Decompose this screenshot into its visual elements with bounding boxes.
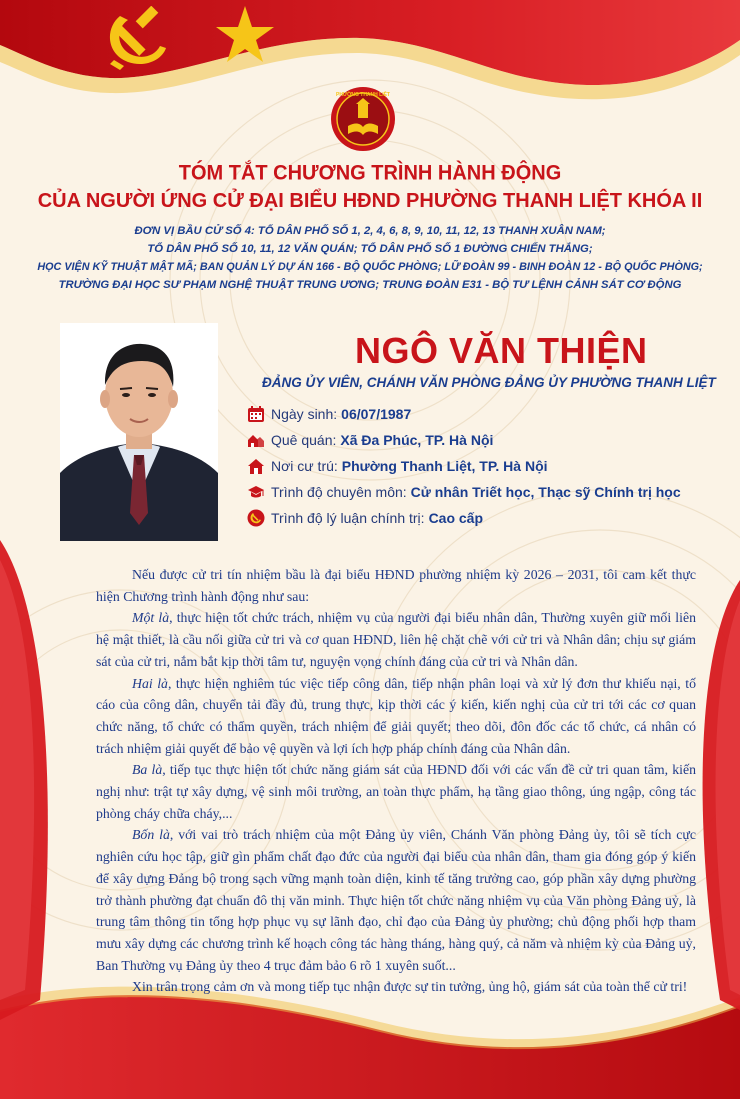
birthdate-label: Ngày sinh: (271, 406, 338, 422)
program-intro: Nếu được cử tri tín nhiệm bầu là đại biểu HĐND phường nhiệm kỳ 2026 – 2031, tôi cam kết thực hiện Chương trình hành động như sau: (96, 567, 696, 604)
hometown-icon (247, 431, 265, 449)
info-row-hometown (247, 429, 493, 451)
program-item-3-text: , tiếp tục thực hiện tốt chức năng giám sát của HĐND đối với các vấn đề cử tri quan tâm, kiến nghị như: trật tự xây dựng, vệ sinh môi trường, an toàn thực phẩm, hạ tầng giao thông, úng ngập, công tác phòng cháy chữa cháy,... (96, 762, 696, 821)
star-icon (214, 4, 276, 66)
program-item-3 (96, 759, 696, 824)
program-closing: Xin trân trọng cảm ơn và mong tiếp tục nhận được sự tin tưởng, ủng hộ, giám sát của toàn thể cử tri! (132, 979, 688, 995)
graduation-cap-icon (247, 483, 265, 501)
constituency-line-3: HỌC VIỆN KỸ THUẬT MẬT MÃ; BAN QUẢN LÝ DỰ ÁN 166 - BỘ QUỐC PHÒNG; LỮ ĐOÀN 99 - BINH ĐOÀN 12 - BỘ QUỐC PHÒNG; (37, 261, 703, 273)
program-item-3-lead: Ba là (132, 762, 163, 778)
program-item-4-text: , với vai trò trách nhiệm của một Đảng ủy viên, Chánh Văn phòng Đảng ủy, tôi sẽ tích cực nghiên cứu học tập, giữ gìn phẩm chất đạo đức của người đại biểu của nhân dân, tham gia đóng góp ý kiến để xây dựng Đảng bộ trong sạch vững mạnh toàn diện, kinh tế tăng trưởng cao, góp phần xây dựng phường trở thành phường đạt chuẩn đô thị văn minh. Thực hiện tốt chức năng nhiệm vụ của Văn phòng Đảng uỷ, là trung tâm thông tin tổng hợp phục vụ sự lãnh đạo, chỉ đạo của Đảng ủy phường; chủ động phối hợp tham mưu xây dựng các chương trình kế hoạch công tác hàng tháng, hàng quý, cả năm và nhiệm kỳ của Đảng uỷ, Ban Thường vụ Đảng ủy theo 4 trục đảm bảo 6 rõ 1 xuyên suốt... (96, 827, 697, 973)
hometown-value: Xã Đa Phúc, TP. Hà Nội (340, 432, 494, 448)
constituency-line-4: TRƯỜNG ĐẠI HỌC SƯ PHẠM NGHỆ THUẬT TRUNG ƯƠNG; TRUNG ĐOÀN E31 - BỘ TƯ LỆNH CẢNH SÁT CƠ ĐỘNG (58, 279, 682, 291)
info-row-residence (247, 455, 548, 477)
logo-text: PHƯỜNG THANH LIỆT (336, 92, 390, 98)
program-item-2-lead: Hai là (132, 675, 168, 691)
birthdate-value: 06/07/1987 (341, 406, 412, 422)
program-item-4 (96, 824, 696, 976)
constituency-line-1: ĐƠN VỊ BẦU CỬ SỐ 4: TỔ DÂN PHỐ SỐ 1, 2, 4, 6, 8, 9, 10, 11, 12, 13 THANH XUÂN NAM; (134, 225, 606, 237)
program-item-1-lead: Một là (132, 610, 170, 626)
hometown-label: Quê quán: (271, 432, 337, 448)
action-program-text (96, 564, 696, 998)
info-row-education (247, 481, 681, 503)
residence-label: Nơi cư trú: (271, 458, 338, 474)
house-icon (247, 457, 265, 475)
political-theory-label: Trình độ lý luận chính trị: (271, 510, 425, 526)
education-value: Cử nhân Triết học, Thạc sỹ Chính trị học (410, 484, 681, 500)
info-row-political-theory (247, 507, 483, 529)
candidate-name: NGÔ VĂN THIỆN (355, 330, 648, 371)
program-item-1-text: , thực hiện tốt chức trách, nhiệm vụ của người đại biểu nhân dân, Thường xuyên giữ mối liên hệ mật thiết, là cầu nối giữa cử tri và cơ quan HĐND, liên hệ chặt chẽ với cử tri và Nhân dân; chịu sự giám sát của cử tri, nắm bắt kịp thời tâm tư, nguyện vọng chính đáng của cử tri và Nhân dân. (96, 610, 697, 669)
education-label: Trình độ chuyên môn: (271, 484, 407, 500)
political-theory-value: Cao cấp (428, 510, 484, 526)
constituency-line-2: TỔ DÂN PHỐ SỐ 10, 11, 12 VĂN QUÁN; TỔ DÂN PHỐ SỐ 1 ĐƯỜNG CHIẾN THẮNG; (147, 243, 593, 255)
ward-logo (330, 86, 396, 152)
residence-value: Phường Thanh Liệt, TP. Hà Nội (341, 458, 548, 474)
candidate-position: ĐẢNG ỦY VIÊN, CHÁNH VĂN PHÒNG ĐẢNG ỦY PHƯỜNG THANH LIỆT (262, 375, 716, 390)
hammer-sickle-emblem-icon (100, 6, 180, 72)
title-line-2: CỦA NGƯỜI ỨNG CỬ ĐẠI BIỂU HĐND PHƯỜNG THANH LIỆT KHÓA II (37, 190, 703, 212)
title-line-1: TÓM TẮT CHƯƠNG TRÌNH HÀNH ĐỘNG (178, 161, 562, 185)
calendar-icon (247, 405, 265, 423)
candidate-photo (60, 323, 218, 541)
program-item-2-text: , thực hiện nghiêm túc việc tiếp công dân, tiếp nhận phân loại và xử lý đơn thư khiếu nại, tố cáo của công dân, chuyển tải đầy đủ, trung thực, kịp thời các ý kiến, kiến nghị của cử tri tới các cơ quan chức năng, tổ chức có thẩm quyền, trách nhiệm để giải quyết; theo dõi, đôn đốc các tổ chức, cá nhân có trách nhiệm giải quyết để bảo vệ quyền và lợi ích hợp pháp chính đáng của Nhân dân. (96, 675, 696, 756)
hammer-sickle-icon (247, 509, 265, 527)
program-item-4-lead: Bốn là (132, 827, 170, 843)
program-item-1 (96, 607, 696, 672)
program-item-2 (96, 673, 696, 760)
info-row-birthdate (247, 403, 411, 425)
